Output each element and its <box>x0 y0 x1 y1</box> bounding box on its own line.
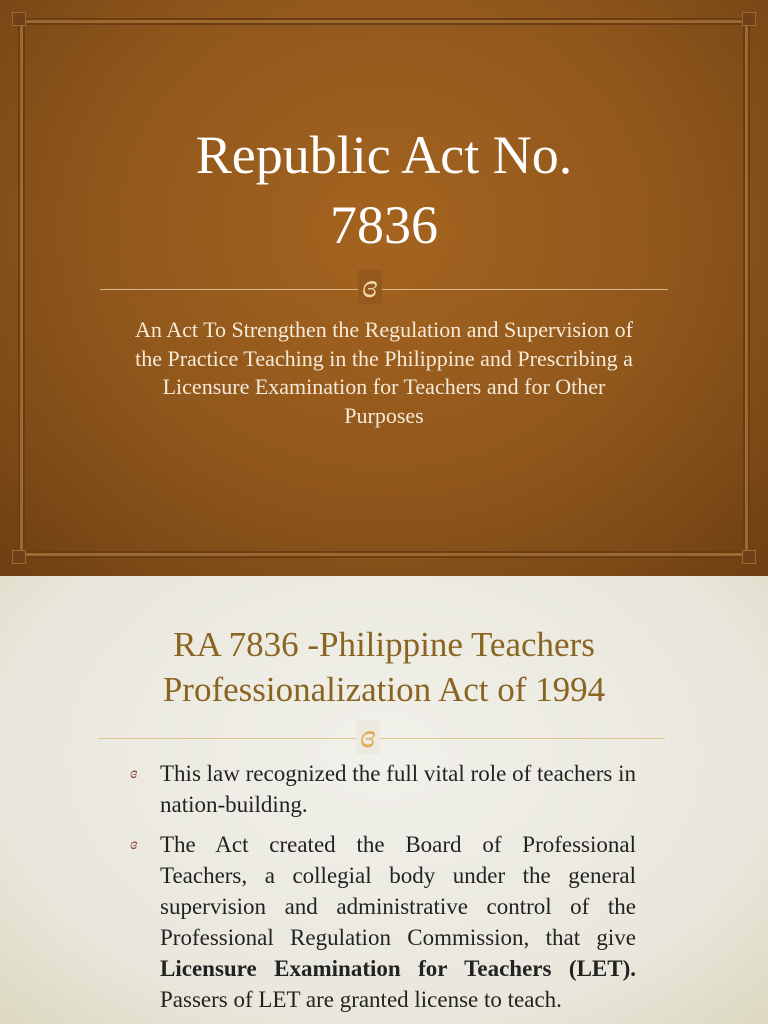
title-line: RA 7836 -Philippine Teachers <box>173 625 595 664</box>
frame-corner <box>742 550 756 564</box>
title-line: 7836 <box>330 195 438 255</box>
divider <box>100 289 668 290</box>
divider <box>98 738 665 739</box>
ornament-icon: ɞ <box>356 720 380 754</box>
bullet-icon: ɞ <box>130 836 138 853</box>
bullet-icon: ɞ <box>130 765 138 782</box>
bullet-text: Passers of LET are granted license to teach. <box>160 987 562 1012</box>
frame-corner <box>742 12 756 26</box>
slide-subtitle: An Act To Strengthen the Regulation and Supervision of the Practice Teaching in the Philippine and Prescribing a Licensure Examination for Teachers and for Other Purposes <box>135 317 633 428</box>
decorative-frame <box>18 18 750 558</box>
list-item <box>130 758 636 820</box>
bullet-list <box>130 758 636 1024</box>
title-line: Republic Act No. <box>195 125 573 185</box>
ornament-icon: ɞ <box>358 270 382 304</box>
title-line: Professionalization Act of 1994 <box>162 670 606 709</box>
frame-corner <box>12 550 26 564</box>
list-item <box>130 829 636 1015</box>
content-slide <box>0 576 768 1024</box>
bullet-text: The Act created the Board of Professional Teachers, a collegial body under the general supervision and administrative control of the Professional Regulation Commission, that give <box>160 832 636 950</box>
slide-title <box>0 622 768 712</box>
bullet-bold-text: Licensure Examination for Teachers (LET). <box>160 956 636 981</box>
slide-title <box>0 120 768 260</box>
frame-corner <box>12 12 26 26</box>
bullet-text: This law recognized the full vital role of teachers in nation-building. <box>160 761 636 817</box>
